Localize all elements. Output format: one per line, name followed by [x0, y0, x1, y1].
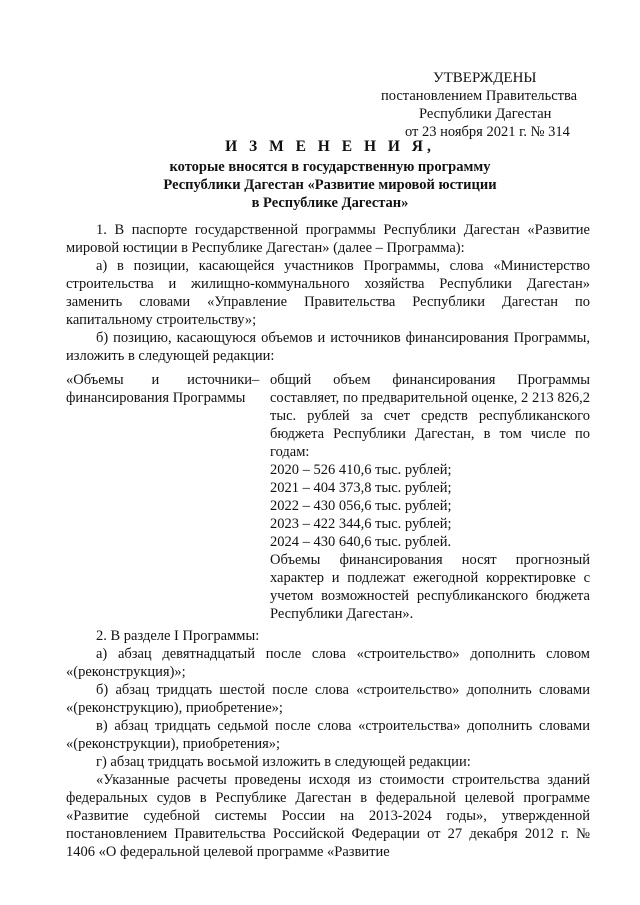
heading-title: И З М Е Н Е Н И Я,	[225, 138, 435, 155]
financing-intro: общий объем финансирования Программы составляет, по предварительной оценке, 2 213 826,2 тыс. рублей за счет средств республиканского бюджета Республики Дагестан, в том числе по годам:	[270, 372, 590, 460]
financing-table	[66, 371, 590, 623]
financing-details	[270, 371, 590, 623]
approval-date: от 23 ноября 2021 г. № 314	[405, 124, 570, 140]
year-amount: 2024 – 430 640,6 тыс. рублей.	[270, 534, 452, 550]
paragraph: б) позицию, касающуюся объемов и источников финансирования Программы, изложить в следующей редакции:	[66, 330, 590, 364]
year-amount: 2021 – 404 373,8 тыс. рублей;	[270, 480, 452, 496]
paragraph: б) абзац тридцать шестой после слова «строительство» дополнить словами «(реконструкцию), приобретение»;	[66, 682, 590, 716]
document-heading	[60, 138, 600, 212]
dash-separator: –	[252, 372, 260, 388]
paragraph: 1. В паспорте государственной программы Республики Дагестан «Развитие мировой юстиции в Республике Дагестан» (далее – Программа):	[66, 222, 590, 256]
paragraph: г) абзац тридцать восьмой изложить в следующей редакции:	[96, 754, 471, 770]
paragraph: «Указанные расчеты проведены исходя из стоимости строительства зданий федеральных судов в Республике Дагестан в федеральной целевой программе «Развитие судебной системы России на 2013-2024 годы», утвержденной постановлением Правительства Российской Федерации от 27 декабря 2012 г. № 1406 «О федеральной целевой программе «Развитие	[66, 772, 590, 860]
year-amount: 2023 – 422 344,6 тыс. рублей;	[270, 516, 452, 532]
heading-line: которые вносятся в государственную программу	[169, 159, 491, 175]
financing-note: Объемы финансирования носят прогнозный характер и подлежат ежегодной корректировке с учетом возможностей республиканского бюджета Республики Дагестан».	[270, 552, 590, 622]
heading-line: в Республике Дагестан»	[251, 195, 409, 211]
year-amount: 2022 – 430 056,6 тыс. рублей;	[270, 498, 452, 514]
financing-label: «Объемы и источники финансирования Программы	[66, 372, 252, 406]
approval-title: УТВЕРЖДЕНЫ	[433, 70, 537, 86]
document-body	[66, 221, 590, 861]
paragraph: 2. В разделе I Программы:	[96, 628, 260, 644]
financing-years	[270, 461, 590, 551]
approval-line: Республики Дагестан	[419, 106, 552, 122]
approval-stamp	[381, 69, 611, 141]
heading-line: Республики Дагестан «Развитие мировой юстиции	[163, 177, 497, 193]
approval-line: постановлением Правительства	[381, 88, 578, 104]
paragraph: а) в позиции, касающейся участников Программы, слова «Министерство строительства и жилищно-коммунального хозяйства Республики Дагестан» заменить словами «Управление Правительства Республики Дагестан по капитальному строительству»;	[66, 258, 590, 328]
paragraph: а) абзац девятнадцатый после слова «строительство» дополнить словом «(реконструкция)»;	[66, 646, 590, 680]
paragraph: в) абзац тридцать седьмой после слова «строительства» дополнить словами «(реконструкции), приобретения»;	[66, 718, 590, 752]
year-amount: 2020 – 526 410,6 тыс. рублей;	[270, 462, 452, 478]
